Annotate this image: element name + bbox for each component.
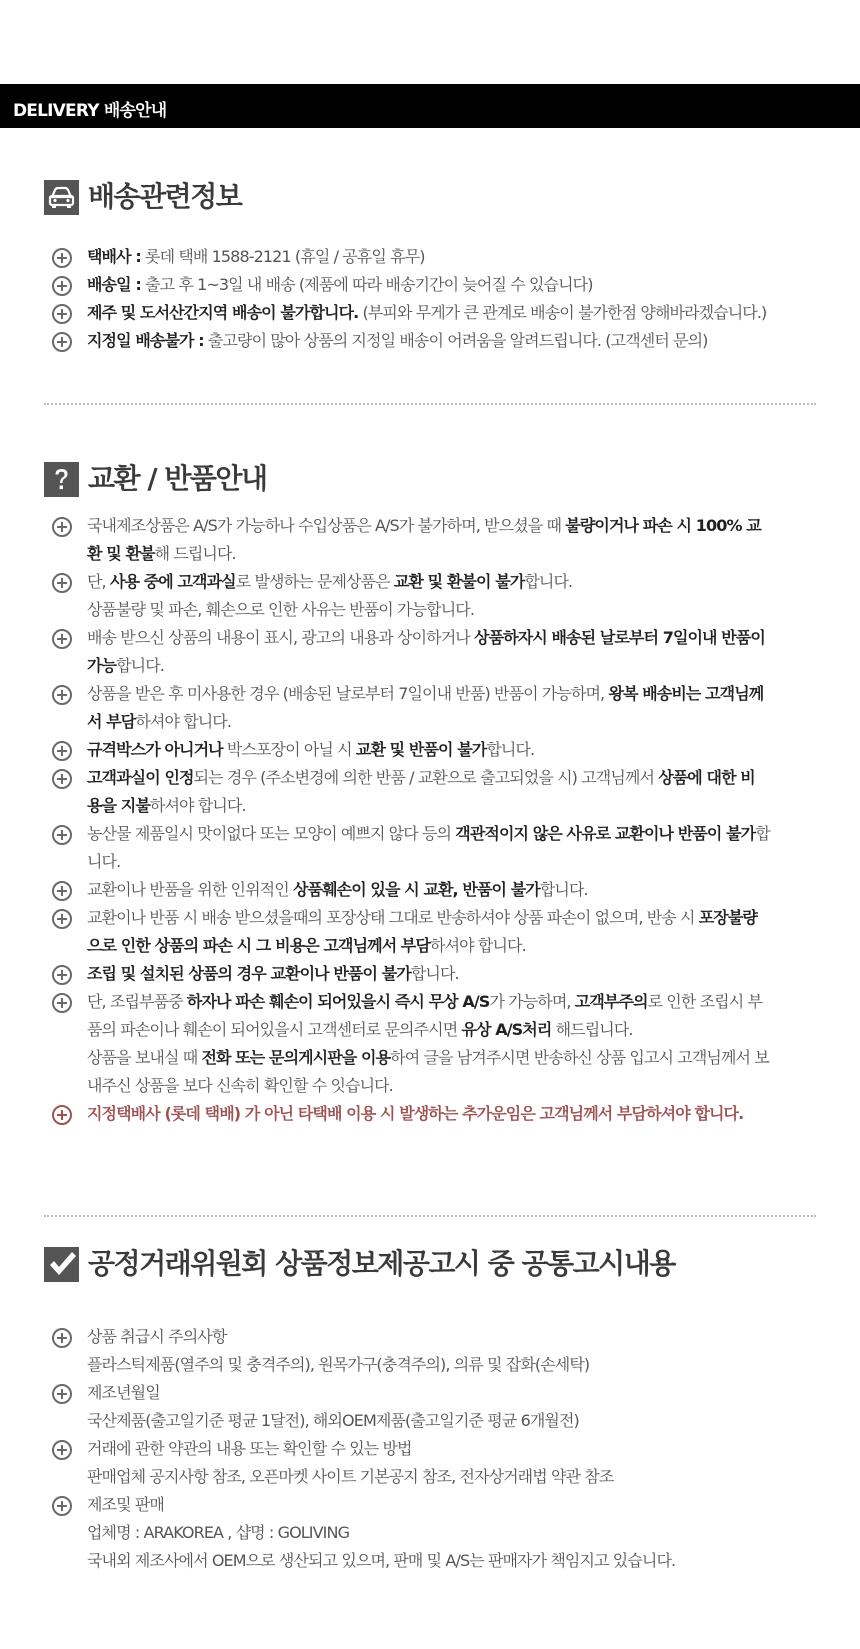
list-item-warning xyxy=(52,1100,822,1128)
delivery-header-bar xyxy=(0,84,860,128)
item-text: 교환이나 반품을 위한 인위적인 xyxy=(87,880,293,899)
plus-circle-icon xyxy=(52,629,72,649)
item-text: 해드립니다. xyxy=(551,1020,633,1039)
item-bold-text: 객관적이지 않은 사유로 교환이나 반품이 불가 xyxy=(455,824,756,843)
plus-circle-icon xyxy=(52,1440,72,1460)
plus-circle-icon xyxy=(52,573,72,593)
item-text: 단, xyxy=(87,572,110,591)
item-text: 하셔야 합니다. xyxy=(149,796,246,815)
plus-circle-icon xyxy=(52,332,72,352)
item-text: 합니다. xyxy=(539,880,588,899)
delivery-info-list xyxy=(52,243,822,355)
list-item xyxy=(52,988,822,1100)
item-text: 합니다. xyxy=(524,572,573,591)
item-text: 플라스틱제품(열주의 및 충격주의), 원목가구(충격주의), 의류 및 잡화(손세탁) xyxy=(87,1355,590,1374)
plus-circle-icon xyxy=(52,825,72,845)
question-icon xyxy=(44,462,79,497)
item-bold-text: 왕복 배송비는 고객님께 xyxy=(608,684,764,703)
item-heading: 상품 취급시 주의사항 xyxy=(87,1327,227,1346)
plus-circle-icon xyxy=(52,1105,72,1125)
item-bold-text: 상품에 대한 비 xyxy=(658,768,755,787)
item-bold-text: 포장불량 xyxy=(698,908,757,927)
item-bold-text: 교환 및 환불이 불가 xyxy=(393,572,525,591)
item-text: 로 발생하는 문제상품은 xyxy=(235,572,394,591)
plus-circle-icon xyxy=(52,965,72,985)
delivery-section-heading: 배송관련정보 xyxy=(88,180,242,213)
item-text: 내주신 상품을 보다 신속히 확인할 수 잇습니다. xyxy=(87,1076,393,1095)
exchange-section-heading: 교환 / 반품안내 xyxy=(88,462,267,495)
plus-circle-icon xyxy=(52,276,72,296)
item-bold-text: 고객부주의 xyxy=(574,992,648,1011)
list-item xyxy=(52,764,822,820)
item-text: 합 xyxy=(755,824,770,843)
item-text: 되는 경우 (주소변경에 의한 반품 / 교환으로 출고되었을 시) 고객님께서 xyxy=(193,768,659,787)
item-bold-text: 으로 인한 상품의 파손 시 그 비용은 고객님께서 부담 xyxy=(87,936,431,955)
list-item xyxy=(52,876,822,904)
item-text: 롯데 택배 1588-2121 (휴일 / 공휴일 휴무) xyxy=(140,247,425,266)
item-text: 박스포장이 아닐 시 xyxy=(222,740,356,759)
list-item xyxy=(52,1435,822,1491)
item-text: 판매업체 공지사항 참조, 오픈마켓 사이트 기본공지 참조, 전자상거래법 약관 참조 xyxy=(87,1467,614,1486)
item-bold-text: 조립 및 설치된 상품의 경우 교환이나 반품이 불가 xyxy=(87,964,411,983)
item-text: 합니다. xyxy=(410,964,459,983)
notice-section-heading: 공정거래위원회 상품정보제공고시 중 공통고시내용 xyxy=(88,1247,675,1280)
list-item xyxy=(52,820,822,876)
item-heading: 거래에 관한 약관의 내용 또는 확인할 수 있는 방법 xyxy=(87,1439,412,1458)
plus-circle-icon xyxy=(52,993,72,1013)
item-bold-text: 용을 지불 xyxy=(87,796,150,815)
item-bold-text: 하자나 파손 훼손이 되어있을시 즉시 무상 A/S xyxy=(186,992,490,1011)
list-item xyxy=(52,960,822,988)
list-item xyxy=(52,904,822,960)
item-bold-text: 규격박스가 아니거나 xyxy=(87,740,223,759)
plus-circle-icon xyxy=(52,248,72,268)
section-divider xyxy=(44,403,816,405)
plus-circle-icon xyxy=(52,1384,72,1404)
delivery-header-label: DELIVERY 배송안내 xyxy=(13,101,167,121)
item-bold-text: 유상 A/S처리 xyxy=(461,1020,552,1039)
plus-circle-icon xyxy=(52,881,72,901)
item-text: 품의 파손이나 훼손이 되어있을시 고객센터로 문의주시면 xyxy=(87,1020,462,1039)
plus-circle-icon xyxy=(52,517,72,537)
plus-circle-icon xyxy=(52,909,72,929)
item-bold-text: 전화 또는 문의게시판을 이용 xyxy=(201,1048,391,1067)
item-text: 가 가능하며, xyxy=(489,992,575,1011)
item-text: 상품불량 및 파손, 훼손으로 인한 사유는 반품이 가능합니다. xyxy=(87,600,475,619)
exchange-info-list xyxy=(52,512,822,1128)
item-bold-text: 환 및 환불 xyxy=(87,544,155,563)
item-text: 상품을 보내실 때 xyxy=(87,1048,202,1067)
plus-circle-icon xyxy=(52,685,72,705)
item-bold-text: 상품하자시 배송된 날로부터 7일이내 반품이 xyxy=(474,628,765,647)
item-text: 국산제품(출고일기준 평균 1달전), 해외OEM제품(출고일기준 평균 6개월전) xyxy=(87,1411,579,1430)
list-item xyxy=(52,327,822,355)
item-text: (부피와 무게가 큰 관계로 배송이 불가한점 양해바라겠습니다.) xyxy=(358,303,767,322)
item-text: 교환이나 반품 시 배송 받으셨을때의 포장상태 그대로 반송하셔야 상품 파손이 없으며, 반송 시 xyxy=(87,908,699,927)
list-item xyxy=(52,271,822,299)
plus-circle-icon xyxy=(52,741,72,761)
item-bold-text: 고객과실이 인정 xyxy=(87,768,194,787)
item-bold-text: 가능 xyxy=(87,656,117,675)
list-item xyxy=(52,624,822,680)
list-item xyxy=(52,736,822,764)
list-item xyxy=(52,1323,822,1379)
car-icon xyxy=(44,180,79,215)
item-text: 출고량이 많아 상품의 지정일 배송이 어려움을 알려드립니다. (고객센터 문의) xyxy=(203,331,708,350)
item-bold-text: 교환 및 반품이 불가 xyxy=(355,740,487,759)
item-bold-text: 택배사 : xyxy=(87,247,141,266)
item-text: 로 인한 조립시 부 xyxy=(647,992,763,1011)
item-bold-text: 상품훼손이 있을 시 교환, 반품이 불가 xyxy=(292,880,540,899)
item-text: 업체명 : ARAKOREA , 샵명 : GOLIVING xyxy=(87,1523,350,1542)
item-text: 하셔야 합니다. xyxy=(430,936,526,955)
plus-circle-icon xyxy=(52,769,72,789)
list-item xyxy=(52,512,822,568)
item-text: 단, 조립부품중 xyxy=(87,992,187,1011)
list-item xyxy=(52,568,822,624)
notice-info-list xyxy=(52,1323,822,1575)
item-text: 합니다. xyxy=(486,740,535,759)
list-item xyxy=(52,680,822,736)
plus-circle-icon xyxy=(52,1328,72,1348)
list-item xyxy=(52,1379,822,1435)
item-bold-text: 사용 중에 고객과실 xyxy=(109,572,236,591)
item-text: 출고 후 1~3일 내 배송 (제품에 따라 배송기간이 늦어질 수 있습니다) xyxy=(140,275,593,294)
item-text: 니다. xyxy=(87,852,121,871)
item-text: 배송 받으신 상품의 내용이 표시, 광고의 내용과 상이하거나 xyxy=(87,628,475,647)
list-item xyxy=(52,299,822,327)
section-divider xyxy=(44,1215,816,1217)
plus-circle-icon xyxy=(52,1496,72,1516)
item-text: 국내외 제조사에서 OEM으로 생산되고 있으며, 판매 및 A/S는 판매자가 책임지고 있습니다. xyxy=(87,1551,676,1570)
item-bold-text: 불량이거나 파손 시 100% 교 xyxy=(565,516,761,535)
item-text: 농산물 제품일시 맛이없다 또는 모양이 예쁘지 않다 등의 xyxy=(87,824,456,843)
plus-circle-icon xyxy=(52,304,72,324)
item-bold-text: 배송일 : xyxy=(87,275,141,294)
item-text: 지정택배사 (롯데 택배) 가 아닌 타택배 이용 시 발생하는 추가운임은 고객님께서 부담하셔야 합니다. xyxy=(87,1104,744,1123)
check-icon xyxy=(44,1247,79,1282)
item-text: 해 드립니다. xyxy=(154,544,236,563)
item-text: 상품을 받은 후 미사용한 경우 (배송된 날로부터 7일이내 반품) 반품이 가능하며, xyxy=(87,684,609,703)
item-bold-text: 서 부담 xyxy=(87,712,136,731)
item-text: 국내제조상품은 A/S가 가능하나 수입상품은 A/S가 불가하며, 받으셨을 때 xyxy=(87,516,566,535)
list-item xyxy=(52,243,822,271)
item-text: 하셔야 합니다. xyxy=(135,712,232,731)
item-heading: 제조년월일 xyxy=(87,1383,160,1402)
list-item xyxy=(52,1491,822,1575)
item-text: 하여 글을 남겨주시면 반송하신 상품 입고시 고객님께서 보 xyxy=(390,1048,769,1067)
item-bold-text: 지정일 배송불가 : xyxy=(87,331,204,350)
item-bold-text: 제주 및 도서산간지역 배송이 불가합니다. xyxy=(87,303,359,322)
item-heading: 제조및 판매 xyxy=(87,1495,164,1514)
item-text: 합니다. xyxy=(116,656,164,675)
